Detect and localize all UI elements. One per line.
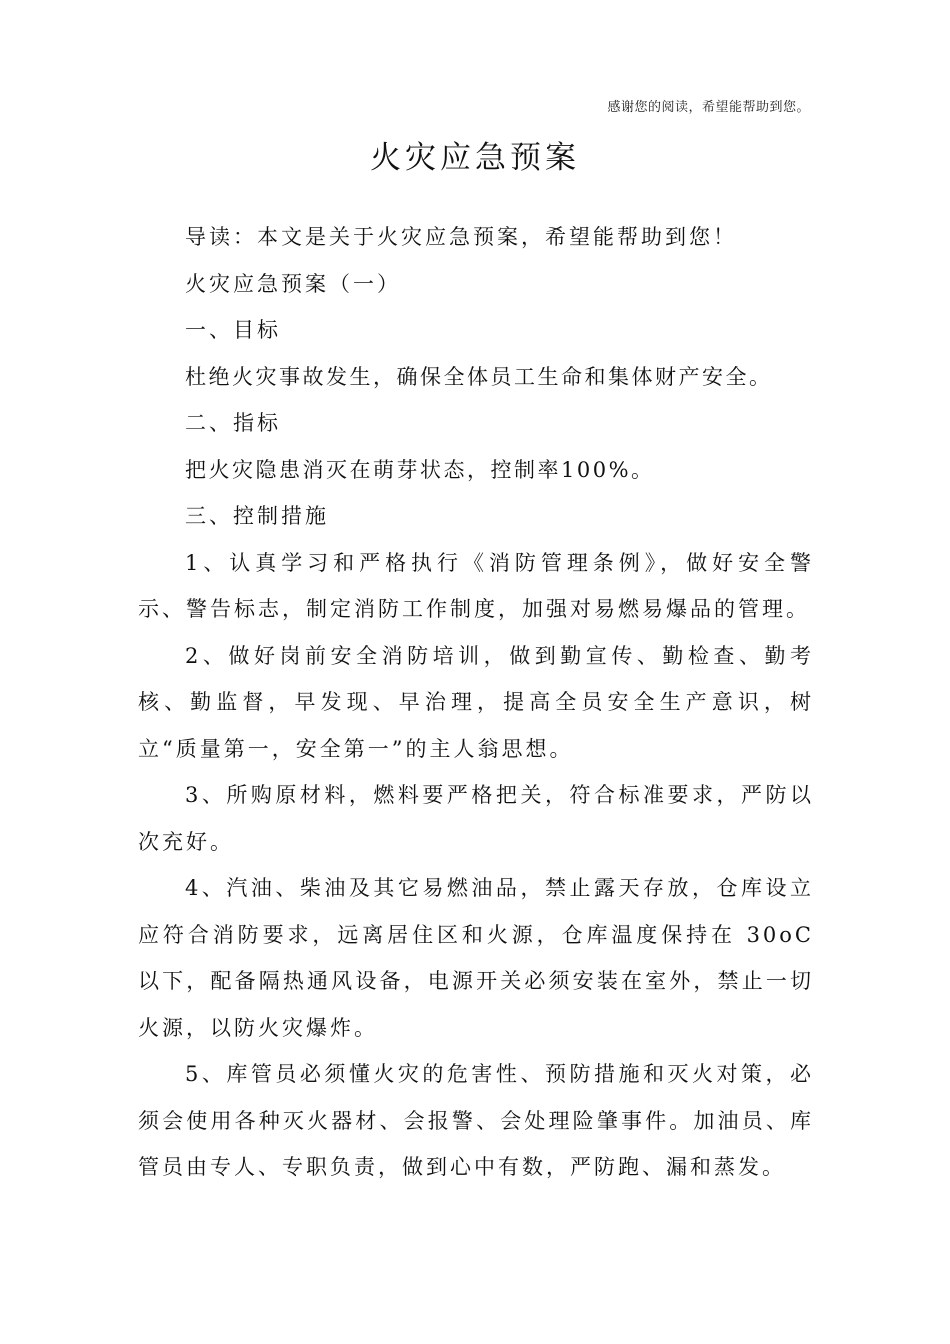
document-title: 火灾应急预案 [370, 140, 580, 176]
document-body [138, 214, 814, 1191]
intro-paragraph: 导读：本文是关于火灾应急预案，希望能帮助到您！ [185, 225, 737, 249]
paragraph: 2、做好岗前安全消防培训，做到勤宣传、勤检查、勤考核、勤监督，早发现、早治理，提高全员安全生产意识，树立“质量第一，安全第一”的主人翁思想。 [138, 643, 814, 761]
paragraph: 把火灾隐患消灭在萌芽状态，控制率100%。 [185, 457, 655, 482]
paragraph: 4、汽油、柴油及其它易燃油品，禁止露天存放，仓库设立应符合消防要求，远离居住区和火源，仓库温度保持在 30oC 以下，配备隔热通风设备，电源开关必须安装在室外，禁止一切火源，以防火灾爆炸。 [138, 876, 814, 1040]
paragraph: 5、库管员必须懂火灾的危害性、预防措施和灭火对策，必须会使用各种灭火器材、会报警、会处理险肇事件。加油员、库管员由专人、专职负责，做到心中有数，严防跑、漏和蒸发。 [138, 1062, 814, 1179]
paragraph: 杜绝火灾事故发生，确保全体员工生命和集体财产安全。 [185, 364, 773, 389]
section-heading: 火灾应急预案（一） [185, 271, 401, 296]
section-heading: 二、指标 [185, 411, 281, 435]
header-note: 感谢您的阅读，希望能帮助到您。 [607, 100, 810, 115]
section-heading: 一、目标 [185, 318, 281, 342]
paragraph: 1、认真学习和严格执行《消防管理条例》，做好安全警示、警告标志，制定消防工作制度，加强对易燃易爆品的管理。 [138, 550, 814, 621]
paragraph: 3、所购原材料，燃料要严格把关，符合标准要求，严防以次充好。 [138, 783, 814, 854]
section-heading: 三、控制措施 [185, 504, 329, 528]
